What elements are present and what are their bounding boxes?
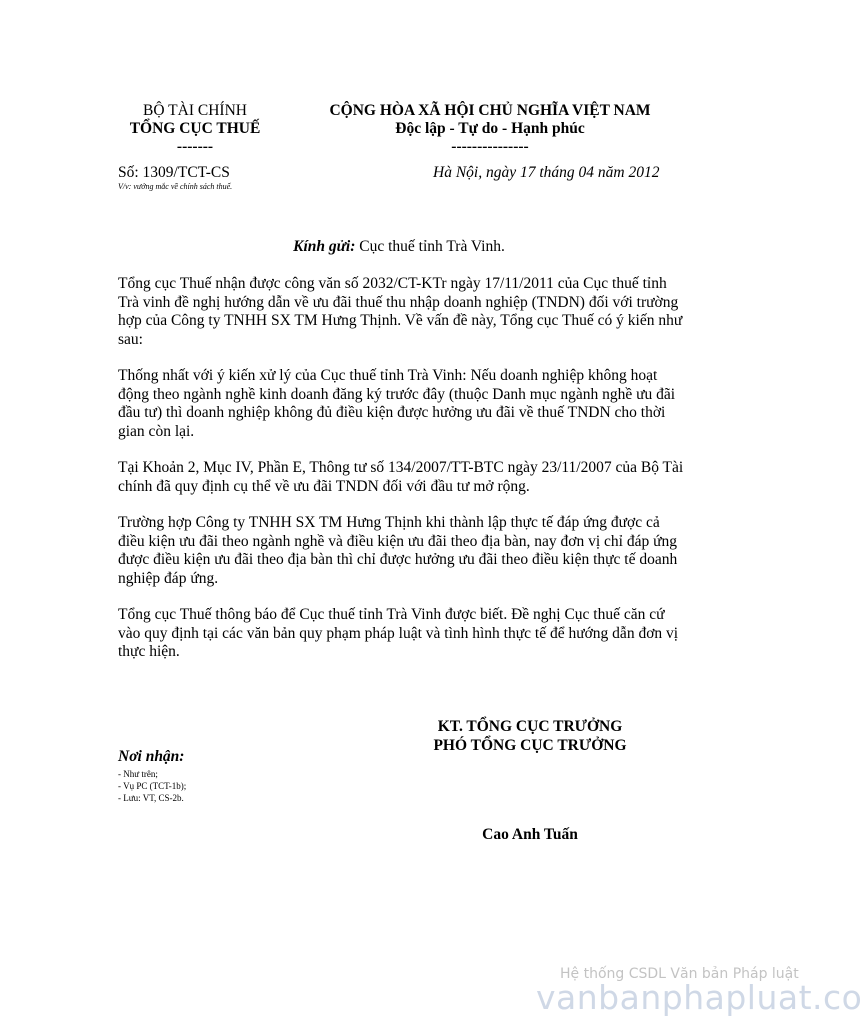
- body-paragraph-4: Trường hợp Công ty TNHH SX TM Hưng Thịnh khi thành lập thực tế đáp ứng được cả điều kiện ưu đãi theo ngành nghề và điều kiện ưu đãi theo địa bàn, nay đơn vị chỉ đáp ứng được điều kiện ưu đãi theo địa bàn thì chỉ được hưởng ưu đãi theo điều kiện thực tế doanh nghiệp đáp ứng.: [118, 514, 678, 587]
- nation-motto: Độc lập - Tự do - Hạnh phúc: [395, 120, 585, 137]
- recipient-item: - Như trên;: [118, 769, 158, 779]
- document-number: Số: 1309/TCT-CS: [118, 164, 230, 181]
- body-paragraph-1: Tổng cục Thuế nhận được công văn số 2032/CT-KTr ngày 17/11/2011 của Cục thuế tỉnh Trà vinh đề nghị hướng dẫn về ưu đãi thuế thu nhập doanh nghiệp (TNDN) đối với trường hợp của Công ty TNHH SX TM Hưng Thịnh. Về vấn đề này, Tổng cục Thuế có ý kiến như sau:: [118, 275, 683, 348]
- document-body: [118, 275, 688, 680]
- recipient-line: [118, 238, 680, 256]
- nation-rule: ---------------: [451, 138, 529, 155]
- document-subject: V/v: vướng mắc về chính sách thuế.: [118, 182, 233, 191]
- body-paragraph-2: Thống nhất với ý kiến xử lý của Cục thuế tỉnh Trà Vinh: Nếu doanh nghiệp không hoạt động theo ngành nghề kinh doanh đăng ký trước đây (thuộc Danh mục ngành nghề ưu đãi đầu tư) thì doanh nghiệp không đủ điều kiện được hưởng ưu đãi về thuế TNDN cho thời gian còn lại.: [118, 367, 676, 440]
- nation-block: [300, 102, 680, 156]
- nation-title: CỘNG HÒA XÃ HỘI CHỦ NGHĨA VIỆT NAM: [329, 102, 651, 119]
- body-paragraph-3: Tại Khoản 2, Mục IV, Phần E, Thông tư số 134/2007/TT-BTC ngày 23/11/2007 của Bộ Tài chính đã quy định cụ thể về ưu đãi TNDN đối với đầu tư mở rộng.: [118, 459, 684, 495]
- body-paragraph-5: Tổng cục Thuế thông báo để Cục thuế tỉnh Trà Vinh được biết. Đề nghị Cục thuế căn cứ vào quy định tại các văn bản quy phạm pháp luật và tình hình thực tế để hướng dẫn đơn vị thực hiện.: [118, 606, 679, 660]
- recipients-heading: Nơi nhận:: [118, 748, 185, 765]
- recipient-item: - Lưu: VT, CS-2b.: [118, 793, 184, 803]
- document-date: Hà Nội, ngày 17 tháng 04 năm 2012: [433, 164, 660, 181]
- recipients-list: [118, 768, 186, 804]
- issuer-rule: -------: [176, 138, 214, 155]
- ministry-name: BỘ TÀI CHÍNH: [143, 102, 247, 119]
- issuer-block: [100, 102, 290, 156]
- recipient-item: - Vụ PC (TCT-1b);: [118, 781, 187, 791]
- signature-line-1: KT. TỔNG CỤC TRƯỞNG: [437, 718, 623, 735]
- department-name: TỔNG CỤC THUẾ: [129, 120, 261, 137]
- signature-line-2: PHÓ TỔNG CỤC TRƯỞNG: [433, 737, 627, 754]
- recipient-label: Kính gửi:: [293, 238, 356, 255]
- signature-title: [400, 717, 660, 755]
- watermark-caption: Hệ thống CSDL Văn bản Pháp luật: [560, 966, 799, 982]
- watermark-site: vanbanphapluat.co: [536, 978, 862, 1017]
- signer-name: Cao Anh Tuấn: [482, 826, 578, 843]
- recipient-name: Cục thuế tỉnh Trà Vinh.: [359, 238, 505, 255]
